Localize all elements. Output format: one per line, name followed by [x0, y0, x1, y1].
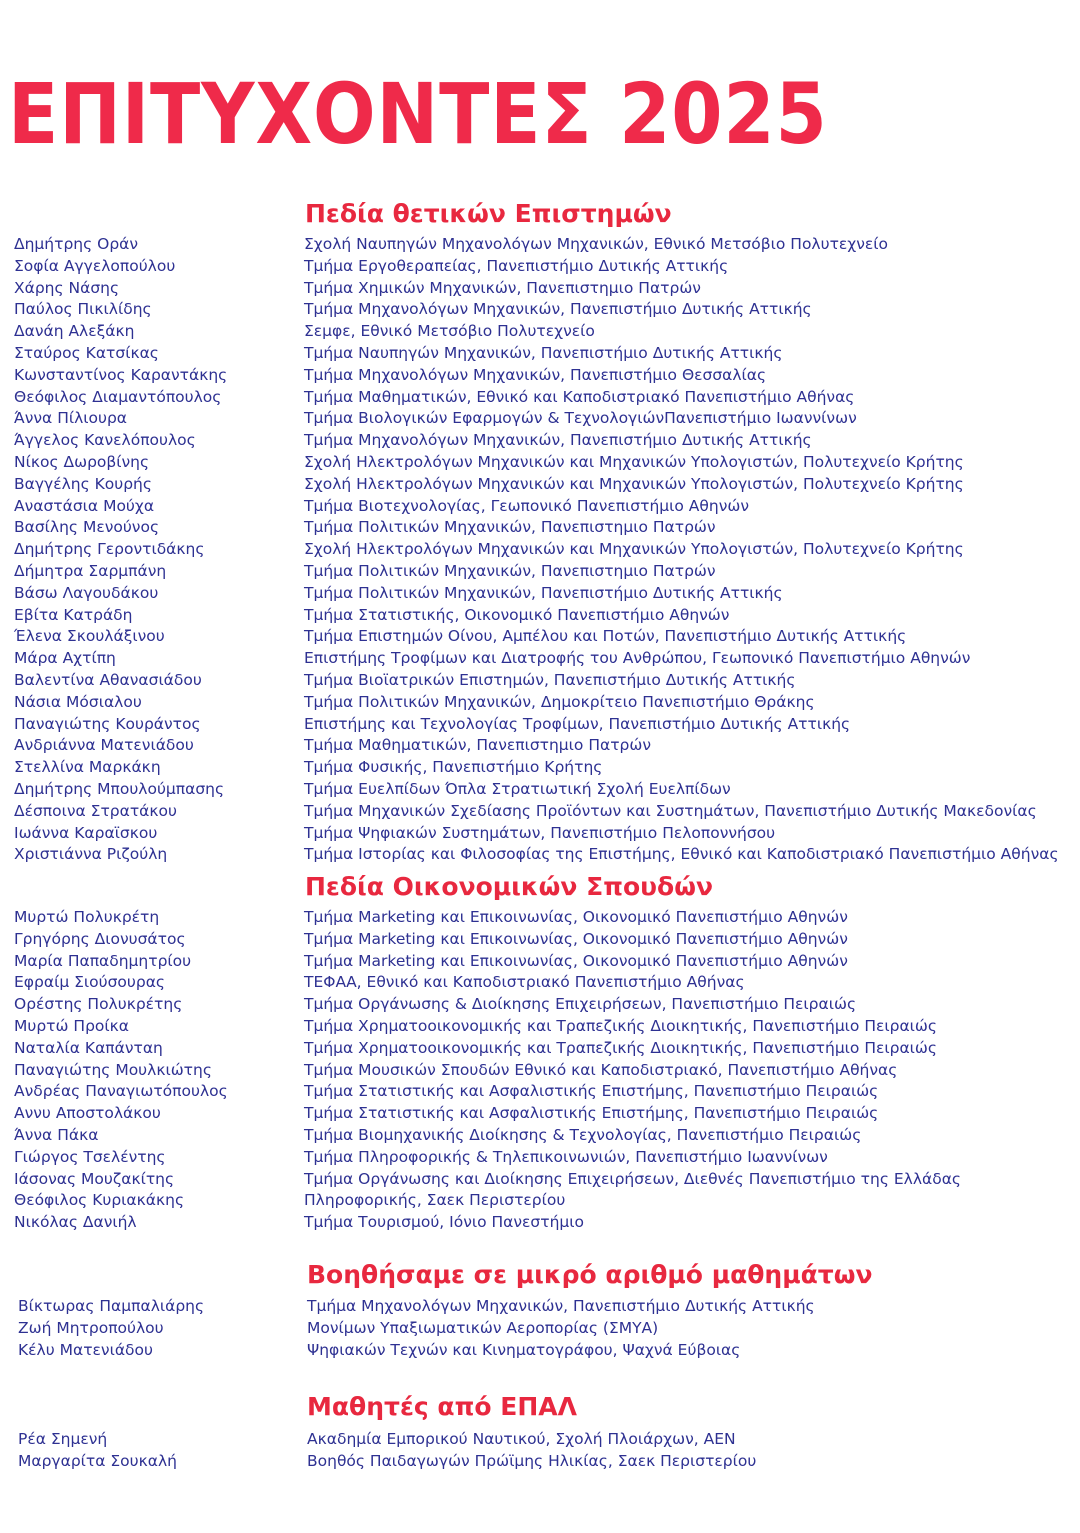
- list-item: [0, 1296, 1080, 1318]
- school-name: Τμήμα Οργάνωσης & Διοίκησης Επιχειρήσεων, Πανεπιστήμιο Πειραιώς: [304, 995, 857, 1014]
- school-name: Τμήμα Βιοϊατρικών Επιστημών, Πανεπιστήμιο Δυτικής Αττικής: [304, 670, 796, 689]
- list-item: [0, 605, 1080, 627]
- student-name: Γιώργος Τσελέντης: [14, 1147, 166, 1166]
- school-name: Τμήμα Πολιτικών Μηχανικών, Πανεπιστήμιο Δυτικής Αττικής: [304, 583, 783, 602]
- student-name: Μαργαρίτα Σουκαλή: [18, 1451, 177, 1470]
- list-item: [0, 1060, 1080, 1082]
- list-item: [0, 1147, 1080, 1169]
- list-item: [0, 278, 1080, 300]
- list-item: [0, 735, 1080, 757]
- student-name: Ζωή Μητροπούλου: [18, 1318, 164, 1337]
- school-name: Τμήμα Μηχανολόγων Μηχανικών, Πανεπιστήμιο Θεσσαλίας: [304, 365, 767, 384]
- student-name: Μυρτώ Πολυκρέτη: [14, 908, 160, 926]
- student-name: Ανδριάννα Ματενιάδου: [14, 736, 194, 755]
- school-name: Τμήμα Βιομηχανικής Διοίκησης & Τεχνολογίας, Πανεπιστήμιο Πειραιώς: [304, 1125, 862, 1144]
- list-item: [0, 1081, 1080, 1103]
- list-item: [0, 517, 1080, 539]
- list-item: [0, 561, 1080, 583]
- list-item: [0, 929, 1080, 951]
- school-name: Τμήμα Επιστημών Οίνου, Αμπέλου και Ποτών, Πανεπιστήμιο Δυτικής Αττικής: [304, 627, 907, 646]
- school-name: Τμήμα Εργοθεραπείας, Πανεπιστήμιο Δυτικής Αττικής: [304, 256, 729, 275]
- student-name: Σοφία Αγγελοπούλου: [14, 256, 176, 275]
- student-name: Δημήτρης Οράν: [14, 235, 139, 253]
- list-item: [0, 692, 1080, 714]
- student-name: Δανάη Αλεξάκη: [14, 322, 135, 341]
- school-name: Ψηφιακών Τεχνών και Κινηματογράφου, Ψαχνά Εύβοιας: [307, 1340, 741, 1359]
- school-name: Τμήμα Στατιστικής και Ασφαλιστικής Επιστήμης, Πανεπιστήμιο Πειραιώς: [304, 1104, 879, 1123]
- student-name: Δημήτρης Μπουλούμπασης: [14, 779, 225, 798]
- school-name: Μονίμων Υπαξιωματικών Αεροπορίας (ΣΜΥΑ): [307, 1318, 659, 1337]
- school-name: Τμήμα Οργάνωσης και Διοίκησης Επιχειρήσεων, Διεθνές Πανεπιστήμιο της Ελλάδας: [304, 1169, 962, 1188]
- student-name: Βασίλης Μενούνος: [14, 518, 160, 537]
- school-name: Τμήμα Marketing και Επικοινωνίας, Οικονομικό Πανεπιστήμιο Αθηνών: [304, 929, 848, 948]
- list-item: [0, 1103, 1080, 1125]
- student-name: Χάρης Νάσης: [14, 278, 120, 297]
- school-name: Τμήμα Μηχανολόγων Μηχανικών, Πανεπιστήμιο Δυτικής Αττικής: [304, 300, 812, 319]
- student-name: Δέσποινα Στρατάκου: [14, 801, 177, 820]
- student-name: Νάσια Μόσιαλου: [14, 692, 142, 711]
- list-item: [0, 972, 1080, 994]
- student-name: Νίκος Δωροβίνης: [14, 452, 150, 471]
- list-item: [0, 648, 1080, 670]
- school-name: Τμήμα Μουσικών Σπουδών Εθνικό και Καποδιστριακό, Πανεπιστήμιο Αθήνας: [304, 1060, 898, 1079]
- list-item: [0, 1340, 1080, 1362]
- school-name: Πληροφορικής, Σαεκ Περιστερίου: [304, 1191, 566, 1210]
- school-name: Επιστήμης και Τεχνολογίας Τροφίμων, Πανεπιστήμιο Δυτικής Αττικής: [304, 714, 851, 733]
- page-title: ΕΠΙΤΥΧΟΝΤΕΣ 2025: [8, 65, 828, 163]
- list-item: [0, 1318, 1080, 1340]
- school-name: Σχολή Ηλεκτρολόγων Μηχανικών και Μηχανικών Υπολογιστών, Πολυτεχνείο Κρήτης: [304, 452, 964, 471]
- list-item: [0, 844, 1080, 866]
- student-name: Σταύρος Κατσίκας: [14, 343, 159, 362]
- list-item: [0, 299, 1080, 321]
- student-name: Έλενα Σκουλάξινου: [14, 627, 165, 646]
- list-item: [0, 321, 1080, 343]
- entries-list: [0, 907, 1080, 1234]
- school-name: Τμήμα Χρηματοοικονομικής και Τραπεζικής Διοικητικής, Πανεπιστήμιο Πειραιώς: [304, 1038, 937, 1057]
- school-name: Τμήμα Ιστορίας και Φιλοσοφίας της Επιστήμης, Εθνικό και Καποδιστριακό Πανεπιστήμιο Αθήνας: [304, 845, 1059, 864]
- school-name: Τμήμα Μηχανικών Σχεδίασης Προϊόντων και Συστημάτων, Πανεπιστήμιο Δυτικής Μακεδονίας: [304, 801, 1037, 820]
- list-item: [0, 452, 1080, 474]
- student-name: Μυρτώ Προίκα: [14, 1016, 129, 1035]
- list-item: [0, 539, 1080, 561]
- school-name: Τμήμα Βιοτεχνολογίας, Γεωπονικό Πανεπιστήμιο Αθηνών: [304, 496, 750, 515]
- student-name: Αννυ Αποστολάκου: [14, 1104, 161, 1123]
- school-name: Σχολή Ηλεκτρολόγων Μηχανικών και Μηχανικών Υπολογιστών, Πολυτεχνείο Κρήτης: [304, 540, 964, 559]
- school-name: Τμήμα Χρηματοοικονομικής και Τραπεζικής Διοικητικής, Πανεπιστήμιο Πειραιώς: [304, 1016, 937, 1035]
- section-heading: Πεδία θετικών Επιστημών: [305, 199, 672, 228]
- school-name: Ακαδημία Εμπορικού Ναυτικού, Σχολή Πλοιάρχων, ΑΕΝ: [307, 1430, 736, 1448]
- list-item: [0, 1451, 1080, 1473]
- school-name: Τμήμα Πληροφορικής & Τηλεπικοινωνιών, Πανεπιστήμιο Ιωαννίνων: [304, 1147, 828, 1166]
- list-item: [0, 801, 1080, 823]
- student-name: Αναστάσια Μούχα: [14, 496, 155, 515]
- school-name: Τμήμα Ψηφιακών Συστημάτων, Πανεπιστήμιο Πελοποννήσου: [304, 823, 776, 842]
- school-name: Τμήμα Ευελπίδων Όπλα Στρατιωτική Σχολή Ευελπίδων: [304, 779, 731, 798]
- student-name: Ιωάννα Καραϊσκου: [14, 823, 158, 842]
- list-item: [0, 670, 1080, 692]
- student-name: Ανδρέας Παναγιωτόπουλος: [14, 1082, 228, 1101]
- student-name: Βίκτωρας Παμπαλιάρης: [18, 1297, 205, 1315]
- student-name: Νικόλας Δανιήλ: [14, 1213, 137, 1232]
- student-name: Μάρα Αχτίπη: [14, 649, 116, 668]
- section-heading: Μαθητές από ΕΠΑΛ: [307, 1392, 577, 1421]
- list-item: [0, 474, 1080, 496]
- school-name: Τμήμα Βιολογικών Εφαρμογών & ΤεχνολογιώνΠανεπιστήμιο Ιωαννίνων: [304, 409, 857, 428]
- school-name: Τμήμα Μαθηματικών, Πανεπιστημιο Πατρών: [304, 736, 652, 755]
- school-name: Τμήμα Στατιστικής, Οικονομικό Πανεπιστήμιο Αθηνών: [304, 605, 730, 624]
- list-item: [0, 1125, 1080, 1147]
- school-name: Τμήμα Πολιτικών Μηχανικών, Πανεπιστημιο Πατρών: [304, 561, 716, 580]
- student-name: Ιάσονας Μουζακίτης: [14, 1169, 175, 1188]
- list-item: [0, 1038, 1080, 1060]
- entries-list: [0, 1296, 1080, 1361]
- school-name: Τμήμα Στατιστικής και Ασφαλιστικής Επιστήμης, Πανεπιστήμιο Πειραιώς: [304, 1082, 879, 1101]
- section-heading: Βοηθήσαμε σε μικρό αριθμό μαθημάτων: [307, 1260, 873, 1289]
- list-item: [0, 365, 1080, 387]
- school-name: Σχολή Ηλεκτρολόγων Μηχανικών και Μηχανικών Υπολογιστών, Πολυτεχνείο Κρήτης: [304, 474, 964, 493]
- list-item: [0, 714, 1080, 736]
- list-item: [0, 430, 1080, 452]
- student-name: Παναγιώτης Μουλκιώτης: [14, 1060, 212, 1079]
- list-item: [0, 907, 1080, 929]
- student-name: Άννα Πίλιουρα: [14, 409, 128, 428]
- list-item: [0, 583, 1080, 605]
- list-item: [0, 994, 1080, 1016]
- list-item: [0, 1212, 1080, 1234]
- school-name: Τμήμα Ναυπηγών Μηχανικών, Πανεπιστήμιο Δυτικής Αττικής: [304, 343, 783, 362]
- list-item: [0, 1016, 1080, 1038]
- student-name: Ναταλία Καπάνταη: [14, 1038, 163, 1057]
- list-item: [0, 1429, 1080, 1451]
- list-item: [0, 951, 1080, 973]
- school-name: Βοηθός Παιδαγωγών Πρώϊμης Ηλικίας, Σαεκ Περιστερίου: [307, 1451, 757, 1470]
- student-name: Άννα Πάκα: [14, 1125, 99, 1144]
- list-item: [0, 343, 1080, 365]
- entries-list: [0, 1429, 1080, 1473]
- list-item: [0, 757, 1080, 779]
- school-name: Τμήμα Πολιτικών Μηχανικών, Πανεπιστημιο Πατρών: [304, 518, 716, 537]
- student-name: Ρέα Σημενή: [18, 1430, 108, 1448]
- student-name: Θεόφιλος Κυριακάκης: [14, 1191, 185, 1210]
- student-name: Στελλίνα Μαρκάκη: [14, 758, 161, 777]
- student-name: Μαρία Παπαδημητρίου: [14, 951, 192, 970]
- student-name: Παναγιώτης Κουράντος: [14, 714, 201, 733]
- student-name: Εφραίμ Σιούσουρας: [14, 973, 166, 992]
- school-name: Τμήμα Φυσικής, Πανεπιστήμιο Κρήτης: [304, 758, 603, 777]
- list-item: [0, 1190, 1080, 1212]
- student-name: Γρηγόρης Διονυσάτος: [14, 929, 186, 948]
- list-item: [0, 234, 1080, 256]
- student-name: Βαγγέλης Κουρής: [14, 474, 152, 493]
- school-name: Τμήμα Χημικών Μηχανικών, Πανεπιστημιο Πατρών: [304, 278, 701, 297]
- student-name: Κωνσταντίνος Καραντάκης: [14, 365, 228, 384]
- school-name: Τμήμα Πολιτικών Μηχανικών, Δημοκρίτειο Πανεπιστήμιο Θράκης: [304, 692, 815, 711]
- school-name: ΤΕΦΑΑ, Εθνικό και Καποδιστριακό Πανεπιστήμιο Αθήνας: [304, 973, 745, 992]
- list-item: [0, 779, 1080, 801]
- student-name: Άγγελος Κανελόπουλος: [14, 431, 196, 450]
- list-item: [0, 256, 1080, 278]
- student-name: Ορέστης Πολυκρέτης: [14, 995, 183, 1014]
- section-heading: Πεδία Οικονομικών Σπουδών: [305, 872, 713, 901]
- student-name: Κέλυ Ματενιάδου: [18, 1340, 153, 1359]
- school-name: Τμήμα Τουρισμού, Ιόνιο Πανεστήμιο: [304, 1213, 584, 1232]
- student-name: Παύλος Πικιλίδης: [14, 300, 152, 319]
- list-item: [0, 496, 1080, 518]
- school-name: Τμήμα Marketing και Επικοινωνίας, Οικονομικό Πανεπιστήμιο Αθηνών: [304, 908, 848, 926]
- list-item: [0, 408, 1080, 430]
- school-name: Επιστήμης Τροφίμων και Διατροφής του Ανθρώπου, Γεωπονικό Πανεπιστήμιο Αθηνών: [304, 649, 971, 668]
- student-name: Εβίτα Κατράδη: [14, 605, 133, 624]
- school-name: Τμήμα Μηχανολόγων Μηχανικών, Πανεπιστήμιο Δυτικής Αττικής: [307, 1297, 815, 1315]
- school-name: Τμήμα Μηχανολόγων Μηχανικών, Πανεπιστήμιο Δυτικής Αττικής: [304, 431, 812, 450]
- school-name: Τμήμα Μαθηματικών, Εθνικό και Καποδιστριακό Πανεπιστήμιο Αθήνας: [304, 387, 855, 406]
- student-name: Δήμητρα Σαρμπάνη: [14, 561, 167, 580]
- entries-list: [0, 234, 1080, 866]
- student-name: Βάσω Λαγουδάκου: [14, 583, 159, 602]
- student-name: Χριστιάννα Ριζούλη: [14, 845, 168, 864]
- student-name: Δημήτρης Γεροντιδάκης: [14, 540, 205, 559]
- student-name: Θεόφιλος Διαμαντόπουλος: [14, 387, 222, 406]
- list-item: [0, 387, 1080, 409]
- school-name: Τμήμα Marketing και Επικοινωνίας, Οικονομικό Πανεπιστήμιο Αθηνών: [304, 951, 848, 970]
- school-name: Σχολή Ναυπηγών Μηχανολόγων Μηχανικών, Εθνικό Μετσόβιο Πολυτεχνείο: [304, 235, 888, 253]
- list-item: [0, 626, 1080, 648]
- school-name: Σεμφε, Εθνικό Μετσόβιο Πολυτεχνείο: [304, 322, 595, 341]
- list-item: [0, 1169, 1080, 1191]
- student-name: Βαλεντίνα Αθανασιάδου: [14, 670, 202, 689]
- list-item: [0, 823, 1080, 845]
